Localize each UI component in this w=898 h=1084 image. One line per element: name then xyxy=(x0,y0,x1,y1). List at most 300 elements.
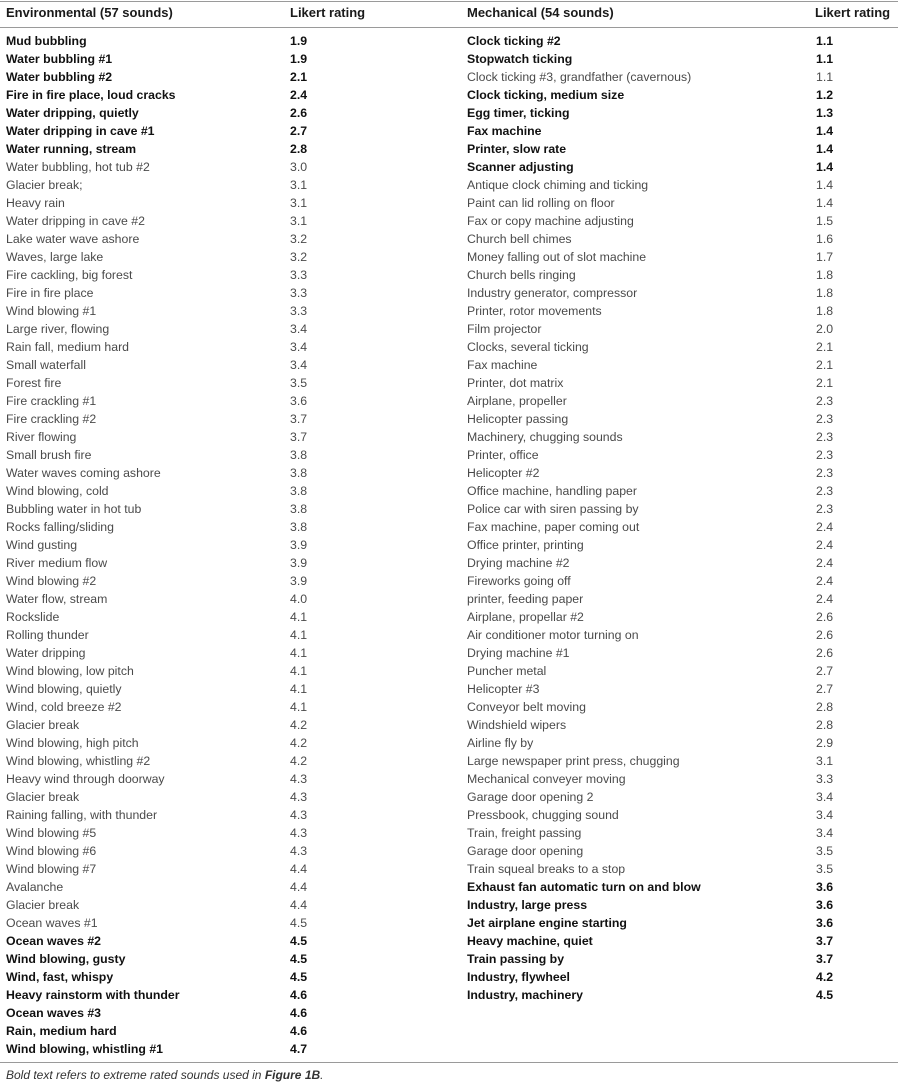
table-row xyxy=(6,824,446,842)
table-row xyxy=(6,500,446,518)
likert-rating: 3.6 xyxy=(290,394,308,408)
likert-rating: 3.1 xyxy=(290,214,308,228)
likert-rating: 3.9 xyxy=(290,574,308,588)
table-row xyxy=(6,536,446,554)
likert-rating: 4.2 xyxy=(290,736,308,750)
likert-rating: 1.1 xyxy=(816,34,834,48)
likert-rating: 2.4 xyxy=(816,556,834,570)
mech-rating-header: Likert rating xyxy=(815,5,891,20)
table-row xyxy=(467,824,897,842)
sound-name: Avalanche xyxy=(6,880,64,894)
likert-rating: 1.6 xyxy=(816,232,834,246)
sound-name: Wind blowing, low pitch xyxy=(6,664,134,678)
sound-name: Clock ticking, medium size xyxy=(467,88,625,102)
sound-name: Airline fly by xyxy=(467,736,534,750)
sound-name: Film projector xyxy=(467,322,542,336)
sound-name: Fireworks going off xyxy=(467,574,571,588)
sound-name: Wind, cold breeze #2 xyxy=(6,700,122,714)
footnote-end: . xyxy=(320,1068,324,1082)
sound-name: Glacier break xyxy=(6,790,80,804)
table-row xyxy=(467,302,897,320)
likert-rating: 3.1 xyxy=(290,178,308,192)
likert-rating: 3.4 xyxy=(816,826,834,840)
sound-name: Waves, large lake xyxy=(6,250,104,264)
table-row xyxy=(467,590,897,608)
table-row xyxy=(6,86,446,104)
table-row xyxy=(6,626,446,644)
likert-rating: 2.6 xyxy=(816,628,834,642)
likert-rating: 4.1 xyxy=(290,682,308,696)
sound-name: Fire in fire place xyxy=(6,286,94,300)
likert-rating: 2.8 xyxy=(290,142,308,156)
likert-rating: 3.8 xyxy=(290,466,308,480)
sound-name: Water dripping in cave #1 xyxy=(6,124,155,138)
table-row xyxy=(6,482,446,500)
sound-name: Machinery, chugging sounds xyxy=(467,430,623,444)
sound-name: Fire in fire place, loud cracks xyxy=(6,88,176,102)
likert-rating: 2.6 xyxy=(816,610,834,624)
sound-name: Water dripping in cave #2 xyxy=(6,214,145,228)
table-row xyxy=(6,1022,446,1040)
sound-name: printer, feeding paper xyxy=(467,592,584,606)
likert-rating: 4.6 xyxy=(290,988,308,1002)
table-row xyxy=(467,392,897,410)
table-row xyxy=(467,842,897,860)
table-row xyxy=(6,572,446,590)
table-row xyxy=(6,662,446,680)
table-row xyxy=(6,788,446,806)
table-row xyxy=(467,464,897,482)
likert-rating: 1.3 xyxy=(816,106,834,120)
likert-rating: 2.9 xyxy=(816,736,834,750)
sound-name: Money falling out of slot machine xyxy=(467,250,647,264)
likert-rating: 2.1 xyxy=(290,70,308,84)
sound-name: Wind blowing, quietly xyxy=(6,682,122,696)
likert-rating: 4.2 xyxy=(290,718,308,732)
likert-rating: 3.4 xyxy=(290,358,308,372)
sound-name: Rockslide xyxy=(6,610,60,624)
sound-name: Garage door opening xyxy=(467,844,584,858)
sound-name: Airplane, propellar #2 xyxy=(467,610,584,624)
likert-rating: 3.3 xyxy=(290,286,308,300)
sound-name: Wind blowing, high pitch xyxy=(6,736,139,750)
likert-rating: 2.3 xyxy=(816,484,834,498)
sound-name: Industry, flywheel xyxy=(467,970,570,984)
table-row xyxy=(6,770,446,788)
sound-name: Stopwatch ticking xyxy=(467,52,573,66)
likert-rating: 4.3 xyxy=(290,844,308,858)
table-row xyxy=(6,410,446,428)
sound-name: Wind gusting xyxy=(6,538,78,552)
sound-name: Ocean waves #1 xyxy=(6,916,98,930)
likert-rating: 4.4 xyxy=(290,862,308,876)
table-row xyxy=(6,896,446,914)
footnote xyxy=(6,1068,324,1082)
likert-rating: 2.4 xyxy=(816,538,834,552)
sound-name: Water dripping, quietly xyxy=(6,106,139,120)
sound-name: Egg timer, ticking xyxy=(467,106,570,120)
table-row xyxy=(6,284,446,302)
sound-name: Water waves coming ashore xyxy=(6,466,161,480)
sound-name: Forest fire xyxy=(6,376,62,390)
table-row xyxy=(6,266,446,284)
sound-name: Paint can lid rolling on floor xyxy=(467,196,615,210)
sound-name: Train passing by xyxy=(467,952,565,966)
likert-rating: 4.6 xyxy=(290,1006,308,1020)
sound-name: Large river, flowing xyxy=(6,322,110,336)
sound-name: Fax machine xyxy=(467,124,542,138)
sound-name: Jet airplane engine starting xyxy=(467,916,627,930)
likert-rating: 2.3 xyxy=(816,502,834,516)
sound-name: Heavy rainstorm with thunder xyxy=(6,988,180,1002)
likert-rating: 3.6 xyxy=(816,898,834,912)
sound-name: Mud bubbling xyxy=(6,34,87,48)
likert-rating: 3.7 xyxy=(290,412,308,426)
likert-rating: 3.9 xyxy=(290,538,308,552)
likert-rating: 4.4 xyxy=(290,880,308,894)
sound-name: Helicopter passing xyxy=(467,412,569,426)
sound-name: Rain fall, medium hard xyxy=(6,340,130,354)
likert-rating: 2.7 xyxy=(290,124,308,138)
sound-name: Water running, stream xyxy=(6,142,137,156)
sound-name: Water bubbling #1 xyxy=(6,52,113,66)
table-row xyxy=(467,536,897,554)
table-row xyxy=(6,608,446,626)
sound-name: Printer, dot matrix xyxy=(467,376,564,390)
table-row xyxy=(6,716,446,734)
sound-name: Clocks, several ticking xyxy=(467,340,589,354)
sound-name: Rain, medium hard xyxy=(6,1024,117,1038)
sound-name: Industry, machinery xyxy=(467,988,583,1002)
sound-name: Antique clock chiming and ticking xyxy=(467,178,649,192)
sound-name: Heavy machine, quiet xyxy=(467,934,593,948)
table-row xyxy=(6,374,446,392)
likert-rating: 4.3 xyxy=(290,772,308,786)
likert-rating: 4.5 xyxy=(290,952,308,966)
table-row xyxy=(467,698,897,716)
sound-name: Ocean waves #2 xyxy=(6,934,102,948)
likert-rating: 3.8 xyxy=(290,484,308,498)
table-row xyxy=(467,932,897,950)
table-row xyxy=(6,104,446,122)
table-row xyxy=(467,194,897,212)
likert-rating: 1.4 xyxy=(816,178,834,192)
likert-rating: 3.1 xyxy=(816,754,834,768)
table-row xyxy=(6,50,446,68)
likert-rating: 2.1 xyxy=(816,376,834,390)
sound-name: Pressbook, chugging sound xyxy=(467,808,619,822)
likert-rating: 4.1 xyxy=(290,664,308,678)
likert-rating: 3.3 xyxy=(290,304,308,318)
table-row xyxy=(467,482,897,500)
table-row xyxy=(467,788,897,806)
sound-name: Clock ticking #2 xyxy=(467,34,561,48)
likert-rating: 3.8 xyxy=(290,520,308,534)
likert-rating: 4.5 xyxy=(290,934,308,948)
sound-name: Church bell chimes xyxy=(467,232,572,246)
sound-name: Wind blowing #1 xyxy=(6,304,97,318)
table-row xyxy=(6,698,446,716)
table-row xyxy=(467,284,897,302)
likert-rating: 3.6 xyxy=(816,916,834,930)
table-row xyxy=(467,554,897,572)
sound-name: Wind blowing, whistling #1 xyxy=(6,1042,164,1056)
table-row xyxy=(6,464,446,482)
sound-name: Church bells ringing xyxy=(467,268,576,282)
table-row xyxy=(6,338,446,356)
table-row xyxy=(467,122,897,140)
likert-rating: 4.1 xyxy=(290,646,308,660)
table-row xyxy=(6,878,446,896)
likert-rating: 4.5 xyxy=(816,988,834,1002)
table-row xyxy=(467,176,897,194)
likert-rating: 4.1 xyxy=(290,628,308,642)
likert-rating: 3.9 xyxy=(290,556,308,570)
table-row xyxy=(467,428,897,446)
table-row xyxy=(467,752,897,770)
sound-name: Garage door opening 2 xyxy=(467,790,594,804)
table-row xyxy=(467,662,897,680)
sound-name: Glacier break xyxy=(6,718,80,732)
table-row xyxy=(467,878,897,896)
likert-rating: 3.2 xyxy=(290,232,308,246)
table-row xyxy=(6,914,446,932)
likert-rating: 2.4 xyxy=(816,592,834,606)
table-row xyxy=(6,590,446,608)
sound-name: Puncher metal xyxy=(467,664,547,678)
likert-rating: 1.9 xyxy=(290,52,308,66)
table-row xyxy=(467,734,897,752)
mechanical-list xyxy=(467,32,897,1004)
likert-rating: 2.8 xyxy=(816,700,834,714)
table-row xyxy=(6,176,446,194)
table-row xyxy=(467,248,897,266)
likert-rating: 3.3 xyxy=(816,772,834,786)
sound-name: Wind blowing, whistling #2 xyxy=(6,754,151,768)
likert-rating: 1.5 xyxy=(816,214,834,228)
env-rating-header: Likert rating xyxy=(290,5,366,20)
sound-name: Wind blowing #5 xyxy=(6,826,97,840)
table-row xyxy=(467,608,897,626)
likert-rating: 2.6 xyxy=(290,106,308,120)
sound-name: Helicopter #3 xyxy=(467,682,540,696)
sound-name: Mechanical conveyer moving xyxy=(467,772,626,786)
table-row xyxy=(467,518,897,536)
environmental-list xyxy=(6,32,446,1058)
table-row xyxy=(467,914,897,932)
table-row xyxy=(6,932,446,950)
table-row xyxy=(6,122,446,140)
likert-rating: 3.7 xyxy=(816,952,834,966)
sound-name: Small waterfall xyxy=(6,358,86,372)
sound-name: Ocean waves #3 xyxy=(6,1006,102,1020)
sound-name: Wind blowing, gusty xyxy=(6,952,126,966)
likert-rating: 2.4 xyxy=(816,574,834,588)
likert-rating: 2.4 xyxy=(816,520,834,534)
likert-rating: 2.3 xyxy=(816,430,834,444)
likert-rating: 3.4 xyxy=(290,322,308,336)
sound-name: Water bubbling #2 xyxy=(6,70,113,84)
sound-name: Industry, large press xyxy=(467,898,588,912)
sound-name: Office printer, printing xyxy=(467,538,584,552)
sound-name: Scanner adjusting xyxy=(467,160,574,174)
likert-rating: 3.7 xyxy=(290,430,308,444)
likert-rating: 4.0 xyxy=(290,592,308,606)
env-column-header: Environmental (57 sounds) xyxy=(6,5,173,20)
sound-name: Clock ticking #3, grandfather (cavernous) xyxy=(467,70,692,84)
sound-name: Heavy rain xyxy=(6,196,65,210)
table-row xyxy=(467,950,897,968)
sound-name: Wind, fast, whispy xyxy=(6,970,114,984)
sound-name: Small brush fire xyxy=(6,448,92,462)
header-rule xyxy=(0,27,898,28)
sound-name: Airplane, propeller xyxy=(467,394,567,408)
sound-name: Drying machine #2 xyxy=(467,556,570,570)
likert-rating: 2.0 xyxy=(816,322,834,336)
table-row xyxy=(467,338,897,356)
likert-rating: 1.8 xyxy=(816,286,834,300)
likert-rating: 2.4 xyxy=(290,88,308,102)
sound-name: Printer, rotor movements xyxy=(467,304,602,318)
likert-rating: 1.4 xyxy=(816,196,834,210)
sound-name: Raining falling, with thunder xyxy=(6,808,158,822)
table-row xyxy=(467,50,897,68)
likert-rating: 1.8 xyxy=(816,304,834,318)
sound-name: Printer, slow rate xyxy=(467,142,567,156)
likert-rating: 4.5 xyxy=(290,970,308,984)
likert-rating: 3.0 xyxy=(290,160,308,174)
likert-rating: 3.4 xyxy=(290,340,308,354)
table-row xyxy=(467,986,897,1004)
table-row xyxy=(467,626,897,644)
sound-name: Fire crackling #1 xyxy=(6,394,97,408)
likert-rating: 2.8 xyxy=(816,718,834,732)
sound-name: Conveyor belt moving xyxy=(467,700,586,714)
likert-rating: 1.4 xyxy=(816,124,834,138)
likert-rating: 1.7 xyxy=(816,250,834,264)
likert-rating: 1.4 xyxy=(816,160,834,174)
sound-name: Train squeal breaks to a stop xyxy=(467,862,626,876)
table-row xyxy=(6,194,446,212)
table-row xyxy=(467,860,897,878)
sound-name: Water flow, stream xyxy=(6,592,108,606)
table-row xyxy=(467,230,897,248)
table-row xyxy=(6,518,446,536)
likert-rating: 2.1 xyxy=(816,340,834,354)
sound-name: Drying machine #1 xyxy=(467,646,570,660)
likert-rating: 3.8 xyxy=(290,502,308,516)
likert-rating: 3.1 xyxy=(290,196,308,210)
table-row xyxy=(467,86,897,104)
table-row xyxy=(6,644,446,662)
sound-name: Wind blowing, cold xyxy=(6,484,109,498)
table-row xyxy=(467,212,897,230)
table-row xyxy=(467,410,897,428)
table-row xyxy=(6,806,446,824)
sound-name: Police car with siren passing by xyxy=(467,502,639,516)
table-row xyxy=(6,968,446,986)
table-row xyxy=(467,104,897,122)
likert-rating: 4.7 xyxy=(290,1042,308,1056)
sound-name: Helicopter #2 xyxy=(467,466,540,480)
sound-name: Heavy wind through doorway xyxy=(6,772,165,786)
sound-name: Bubbling water in hot tub xyxy=(6,502,142,516)
table-row xyxy=(6,320,446,338)
sound-name: River flowing xyxy=(6,430,77,444)
likert-rating: 3.5 xyxy=(816,844,834,858)
sound-name: Fax or copy machine adjusting xyxy=(467,214,634,228)
likert-rating: 1.8 xyxy=(816,268,834,282)
likert-rating: 4.1 xyxy=(290,610,308,624)
table-row xyxy=(6,1040,446,1058)
likert-rating: 4.5 xyxy=(290,916,308,930)
sound-name: Printer, office xyxy=(467,448,539,462)
likert-rating: 2.3 xyxy=(816,448,834,462)
table-row xyxy=(467,140,897,158)
table-row xyxy=(6,680,446,698)
table-row xyxy=(6,842,446,860)
likert-rating: 1.4 xyxy=(816,142,834,156)
likert-rating: 3.3 xyxy=(290,268,308,282)
table-row xyxy=(6,446,446,464)
table-row xyxy=(6,1004,446,1022)
likert-rating: 4.3 xyxy=(290,790,308,804)
table-row xyxy=(467,320,897,338)
table-row xyxy=(6,32,446,50)
likert-rating: 1.2 xyxy=(816,88,834,102)
likert-rating: 1.1 xyxy=(816,52,834,66)
likert-rating: 3.5 xyxy=(290,376,308,390)
table-row xyxy=(467,806,897,824)
table-row xyxy=(467,680,897,698)
table-row xyxy=(6,230,446,248)
likert-rating: 2.6 xyxy=(816,646,834,660)
table-row xyxy=(467,68,897,86)
sound-name: Fax machine, paper coming out xyxy=(467,520,640,534)
figure-reference: Figure 1B xyxy=(264,1068,321,1082)
table-row xyxy=(467,356,897,374)
likert-rating: 3.6 xyxy=(816,880,834,894)
sound-name: River medium flow xyxy=(6,556,108,570)
sound-name: Rocks falling/sliding xyxy=(6,520,114,534)
likert-rating: 2.7 xyxy=(816,682,834,696)
sound-name: Fire cackling, big forest xyxy=(6,268,133,282)
table-row xyxy=(467,266,897,284)
likert-rating: 4.3 xyxy=(290,826,308,840)
table-row xyxy=(6,554,446,572)
table-row xyxy=(6,986,446,1004)
likert-rating: 1.1 xyxy=(816,70,834,84)
sound-name: Fire crackling #2 xyxy=(6,412,97,426)
sound-name: Water dripping xyxy=(6,646,86,660)
sound-name: Wind blowing #2 xyxy=(6,574,97,588)
likert-rating: 3.8 xyxy=(290,448,308,462)
table-row xyxy=(6,302,446,320)
sound-name: Lake water wave ashore xyxy=(6,232,140,246)
table-row xyxy=(6,950,446,968)
table-row xyxy=(6,860,446,878)
likert-rating: 2.3 xyxy=(816,412,834,426)
table-row xyxy=(6,392,446,410)
sound-name: Large newspaper print press, chugging xyxy=(467,754,680,768)
table-row xyxy=(6,734,446,752)
table-row xyxy=(6,428,446,446)
likert-rating: 3.5 xyxy=(816,862,834,876)
sound-name: Rolling thunder xyxy=(6,628,89,642)
likert-rating: 2.3 xyxy=(816,466,834,480)
likert-rating: 3.4 xyxy=(816,790,834,804)
table-row xyxy=(467,500,897,518)
